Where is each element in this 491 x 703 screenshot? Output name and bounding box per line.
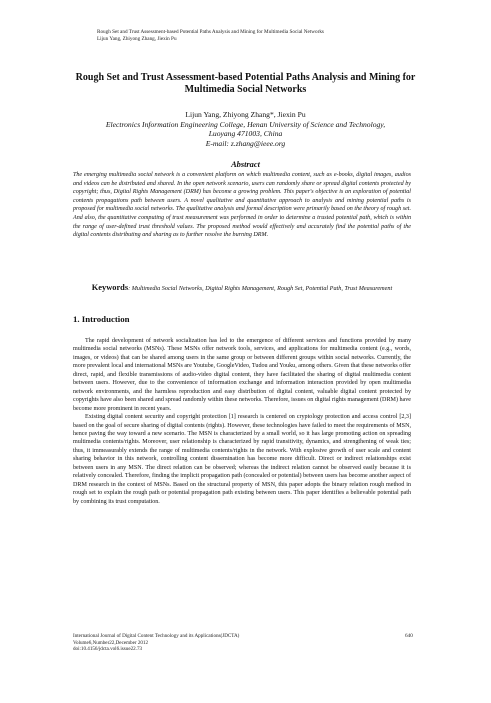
running-head-authors: Lijun Yang, Zhiyong Zhang, Jiexin Pu bbox=[97, 36, 177, 42]
keywords-label: Keywords bbox=[91, 283, 129, 292]
author-block bbox=[50, 110, 441, 148]
email: E-mail: z.zhang@ieee.org bbox=[205, 138, 286, 148]
affiliation: Electronics Information Engineering College, Henan University of Science and Technology, bbox=[105, 119, 386, 129]
paragraph: Existing digital content security and copyright protection [1] research is centered on cryptology protection and access control [2,3] based on the goal of secure sharing of digital contents (rights). However, these technologies have failed to meet the requirements of MSN, hence paving the way toward a new scenario. The MSN is characterized by a small world, so it has large promoting action on spreading multimedia contents/rights. Moreover, user relationship is characterized by rapid transitivity, dynamics, and strengthening of weak ties; thus, it immeasurably extends the range of multimedia contents/rights in the network. With explosive growth of user scale and content sharing behavior in this network, controlling content dissemination has become more difficult. Direct or indirect relationships exist between users in any MSN. The direct relation can be observed; whereas the indirect relation cannot be observed easily because it is relatively concealed. Therefore, finding the implicit propagation path (concealed or potential) between users has become another aspect of DRM research in the context of MSNs. Based on the structural property of MSN, this paper adopts the binary relation rough method in rough set to explain the rough path or potential propagation path existing between users. This paper identifies a believable potential path by combining its trust computation. bbox=[73, 414, 411, 505]
abstract-text: The emerging multimedia social network is a convenient platform on which multimedia content, such as e-books, digital images, audios and videos can be distributed and shared. In the open network scenario, users can randomly share or spread digital contents protected by copyright; thus, Digital Rights Management (DRM) has become a growing problem. This paper's objective is an exploration of potential contents propagations path between users. A novel qualitative and quantitative approach to analysis and mining potential paths is proposed for multimedia social networks. The qualitative analysis and formal description were primarily based on the theory of rough set. And also, the quantitative computing of trust measurement was performed in order to determine a trusted potential path, which is within the range of user-defined trust threshold values. The proposed method would effectively and accurately find the potential paths of the digital contents distributing and sharing as to further resolve the burning DRM. bbox=[73, 172, 411, 239]
page-number: 640 bbox=[405, 633, 413, 639]
running-head-title: Rough Set and Trust Assessment-based Potential Paths Analysis and Mining for Multimedia Social Networks bbox=[97, 29, 324, 35]
address: Luoyang 471003, China bbox=[208, 129, 283, 139]
paragraph: The rapid development of network socialization has led to the emergence of different services and functions provided by many multimedia social networks (MSNs). These MSNs offer network tools, services, and applications for multimedia content (e.g., words, images, or videos) that can be shared among users in the same group or between different groups within social networks. Currently, the more prevalent local and international MSNs are Youtube, GoogleVideo, Tudou and Youku, among others. Given that these networks offer direct, rapid, and flexible transmissions of audio-video digital content, they have facilitated the sharing of digital multimedia content between users. However, due to the convenience of information exchange and information interaction provided by open multimedia network environments, and the harmless reproduction and easy distribution of digital content, valuable digital content protected by copyrights have also been shared and spread randomly within these networks. Therefore, issues on digital rights management (DRM) have become more prominent in recent years. bbox=[73, 338, 412, 412]
footer-volume: Volume6,Number22,December 2012 bbox=[73, 639, 149, 646]
section-heading: 1. Introduction bbox=[73, 314, 130, 324]
abstract-heading: Abstract bbox=[231, 160, 260, 169]
footer-doi: doi:10.4156/jdcta.vol6.issue22.73 bbox=[73, 646, 143, 653]
footer bbox=[73, 633, 333, 653]
paper-title: Rough Set and Trust Assessment-based Potential Paths Analysis and Mining for Multimedia Social Networks bbox=[75, 72, 416, 95]
running-head bbox=[97, 29, 427, 43]
footer-journal: International Journal of Digital Content Technology and its Applications(JDCTA) bbox=[73, 633, 240, 639]
keywords-text: : Multimedia Social Networks, Digital Rights Management, Rough Set, Potential Path, Trust Measurement bbox=[128, 285, 393, 292]
introduction-body bbox=[73, 337, 411, 506]
keywords bbox=[73, 284, 411, 294]
author-names: Lijun Yang, Zhiyong Zhang*, Jiexin Pu bbox=[185, 110, 306, 119]
